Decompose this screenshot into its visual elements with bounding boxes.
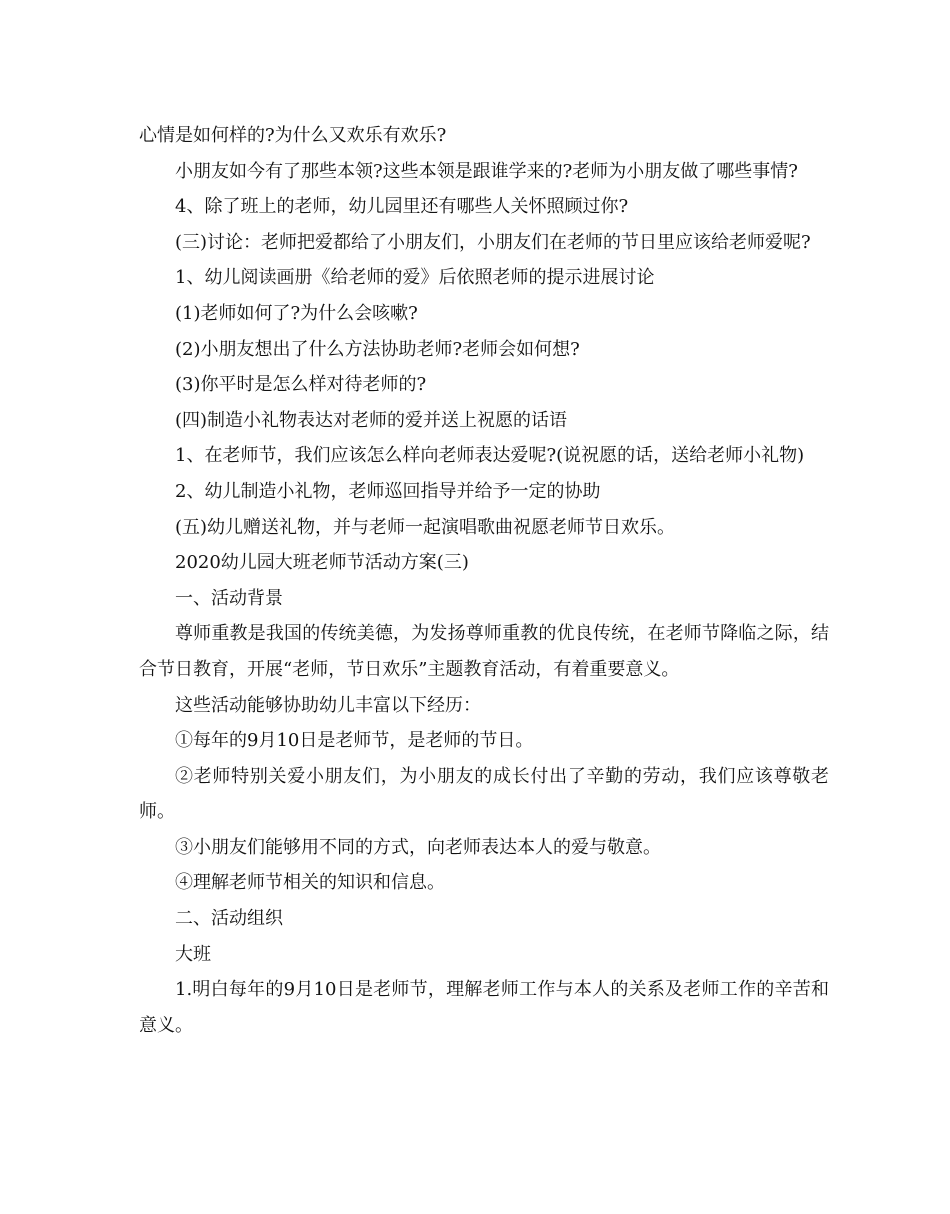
paragraph: 尊师重教是我国的传统美德，为发扬尊师重教的优良传统，在老师节降临之际，结合节日教育，开展“老师，节日欢乐”主题教育活动，有着重要意义。	[139, 623, 829, 680]
paragraph: 2、幼儿制造小礼物，老师巡回指导并给予一定的协助	[175, 480, 601, 502]
paragraph: 这些活动能够协助幼儿丰富以下经历：	[175, 694, 481, 716]
paragraph: 4、除了班上的老师，幼儿园里还有哪些人关怀照顾过你?	[175, 196, 629, 218]
paragraph: 1、幼儿阅读画册《给老师的爱》后依照老师的提示进展讨论	[175, 267, 655, 289]
paragraph: (三)讨论：老师把爱都给了小朋友们，小朋友们在老师的节日里应该给老师爱呢?	[175, 231, 811, 253]
paragraph: (3)你平时是怎么样对待老师的?	[175, 374, 427, 396]
paragraph: 大班	[175, 943, 211, 965]
list-item: ①每年的9月10日是老师节，是老师的节日。	[175, 730, 534, 752]
paragraph: (2)小朋友想出了什么方法协助老师?老师会如何想?	[175, 338, 580, 360]
section-heading: 二、活动组织	[175, 908, 283, 930]
list-item: ④理解老师节相关的知识和信息。	[175, 872, 445, 894]
paragraph: (四)制造小礼物表达对老师的爱并送上祝愿的话语	[175, 409, 568, 431]
list-item: ③小朋友们能够用不同的方式，向老师表达本人的爱与敬意。	[175, 836, 661, 858]
paragraph: 小朋友如今有了那些本领?这些本领是跟谁学来的?老师为小朋友做了哪些事情?	[175, 160, 798, 182]
paragraph: 1、在老师节，我们应该怎么样向老师表达爱呢?(说祝愿的话，送给老师小礼物)	[175, 445, 805, 467]
paragraph: 心情是如何样的?为什么又欢乐有欢乐?	[139, 125, 447, 146]
paragraph: (1)老师如何了?为什么会咳嗽?	[175, 302, 418, 324]
section-heading: 2020幼儿园大班老师节活动方案(三)	[175, 552, 469, 574]
section-heading: 一、活动背景	[175, 587, 283, 609]
paragraph: (五)幼儿赠送礼物，并与老师一起演唱歌曲祝愿老师节日欢乐。	[175, 516, 676, 538]
list-item: ②老师特别关爱小朋友们，为小朋友的成长付出了辛勤的劳动，我们应该尊敬老师。	[139, 765, 829, 823]
document-body	[139, 118, 829, 1043]
paragraph: 1.明白每年的9月10日是老师节，理解老师工作与本人的关系及老师工作的辛苦和意义。	[139, 979, 829, 1036]
